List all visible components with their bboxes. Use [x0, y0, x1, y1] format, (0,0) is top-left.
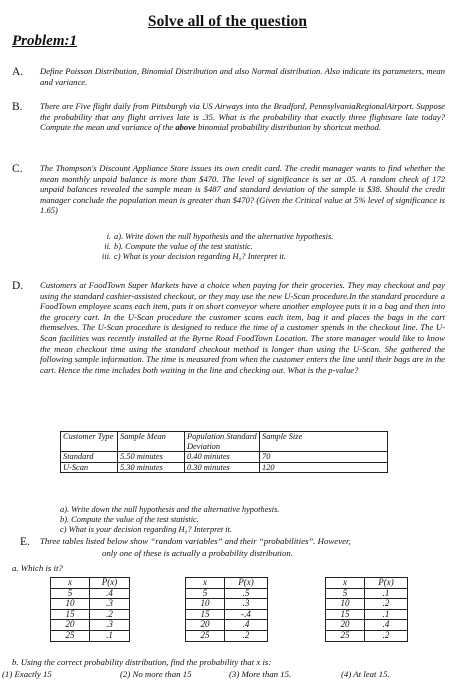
table-cell: .1 [90, 630, 130, 641]
table-cell: Standard [61, 452, 118, 463]
problem-heading: Problem:1 [12, 33, 77, 49]
table-row [51, 620, 130, 631]
section-d-list [60, 505, 279, 535]
table-header-row [326, 578, 408, 589]
list-item: b). Compute the value of the test statistic. [60, 515, 199, 524]
table-cell: .3 [90, 620, 130, 631]
table-cell: 15 [326, 609, 365, 620]
table-cell: .4 [90, 588, 130, 599]
table-header: x [186, 578, 225, 589]
prob-table-1 [50, 577, 130, 642]
table-cell: .2 [365, 599, 408, 610]
table-cell: .3 [90, 599, 130, 610]
section-e-sub-a: a. Which is it? [12, 563, 63, 573]
table-cell: 5.30 minutes [118, 462, 185, 473]
table-row [51, 609, 130, 620]
section-b-letter: B. [12, 101, 23, 113]
table-row [326, 630, 408, 641]
option-3: (3) More than 15. [229, 669, 292, 679]
page-title: Solve all of the question [147, 13, 308, 30]
table-header-row [186, 578, 268, 589]
table-row [326, 620, 408, 631]
table-header: Sample Size [260, 432, 388, 452]
table-row [186, 609, 268, 620]
option-1: (1) Exactly 15 [2, 669, 52, 679]
table-cell: 25 [326, 630, 365, 641]
table-cell: .4 [225, 620, 268, 631]
option-2: (2) No more than 15 [120, 669, 192, 679]
table-row [51, 599, 130, 610]
table-row [186, 588, 268, 599]
section-e-text-1: Three tables listed below show “random variables” and their “probabilities”. However, [40, 536, 351, 546]
table-cell: 70 [260, 452, 388, 463]
table-cell: -.4 [225, 609, 268, 620]
table-row [51, 588, 130, 599]
table-cell: 20 [326, 620, 365, 631]
table-cell: 10 [51, 599, 90, 610]
table-cell: 20 [51, 620, 90, 631]
list-item: ii. b). Compute the value of the test statistic. [104, 242, 253, 251]
table-header-row [61, 432, 388, 452]
table-cell: .1 [365, 609, 408, 620]
table-cell: 15 [51, 609, 90, 620]
table-row [61, 462, 388, 473]
section-a-letter: A. [12, 66, 24, 78]
table-cell: .2 [225, 630, 268, 641]
table-header-row [51, 578, 130, 589]
option-4: (4) At leat 15. [341, 669, 390, 679]
table-cell: .2 [90, 609, 130, 620]
table-row [326, 609, 408, 620]
table-header: Sample Mean [118, 432, 185, 452]
table-header: Population Standard Deviation [185, 432, 260, 452]
table-cell: 10 [186, 599, 225, 610]
table-cell: 5 [186, 588, 225, 599]
prob-table-3 [325, 577, 408, 642]
table-cell: .5 [225, 588, 268, 599]
section-d-letter: D. [12, 280, 24, 292]
table-row [61, 452, 388, 463]
table-cell: U-Scan [61, 462, 118, 473]
table-cell: 15 [186, 609, 225, 620]
table-cell: 0.30 minutes [185, 462, 260, 473]
table-row [326, 599, 408, 610]
section-c-letter: C. [12, 163, 23, 175]
table-cell: 5 [326, 588, 365, 599]
section-c-list [100, 232, 333, 262]
table-cell: .4 [365, 620, 408, 631]
section-a-text: Define Poisson Distribution, Binomial Distribution and also Normal distribution. Also indicate its parameters, mean and variance. [40, 66, 445, 87]
checkout-table [60, 431, 388, 473]
table-cell: 25 [51, 630, 90, 641]
table-row [326, 588, 408, 599]
section-e-sub-b: b. Using the correct probability distribution, find the probability that x is: [12, 657, 272, 667]
table-cell: 25 [186, 630, 225, 641]
table-cell: .1 [365, 588, 408, 599]
bold-word: above [175, 122, 196, 133]
table-cell: 120 [260, 462, 388, 473]
table-header: P(x) [225, 578, 268, 589]
table-header: P(x) [365, 578, 408, 589]
table-row [186, 599, 268, 610]
table-header: P(x) [90, 578, 130, 589]
table-row [186, 620, 268, 631]
section-e-letter: E. [20, 536, 30, 548]
table-cell: .2 [365, 630, 408, 641]
prob-table-2 [185, 577, 268, 642]
table-cell: 10 [326, 599, 365, 610]
table-row [186, 630, 268, 641]
section-d-text: Customers at FoodTown Super Markets have a choice when paying for their groceries. They may checkout and pay using the standard cashier-assisted checkout, or they may use the new U-Scan procedure.In the standard procedure a FoodTown employee scans each item, puts it on short conveyor where another employee puts it in a bag and then into the grocery cart. In the U-Scan procedure the customer scans each item, bag it and places the bags in the cart themselves. The U-Scan procedure is designed to reduce the time of a customer spends in the checkout line. The U-Scan facilities was recently installed at the Byrne Road FoodTown Location. The store manager would like to know the mean checkout time using the standard checkout method is longer than using the U-Scan. She gathered the following sample information. The time is measured from when the customer enters the line until their bags are in the cart. Hence the time includes both waiting in the line and checking out. What is the p-value? [40, 280, 445, 375]
table-header: Customer Type [61, 432, 118, 452]
table-header: x [51, 578, 90, 589]
table-row [51, 630, 130, 641]
table-cell: 20 [186, 620, 225, 631]
table-header: x [326, 578, 365, 589]
table-cell: 0.40 minutes [185, 452, 260, 463]
list-item: i. a). Write down the null hypothesis and the alternative hypothesis. [106, 232, 334, 241]
section-b-text: There are Five flight daily from Pittsburgh via US Airways into the Bradford, PennsylvaniaRegionalAirport. Suppose the probability that any flight arrives late is .35. What is the probability that exactly three flightsare late today? Compute the mean and variance of the above binomial probability distribution by shortcut method. [40, 101, 445, 133]
list-item: c) What is your decision regarding H₀? Interpret it. [60, 525, 233, 534]
table-cell: 5 [51, 588, 90, 599]
list-item: a). Write down the null hypothesis and the alternative hypothesis. [60, 505, 280, 514]
section-c-text: The Thompson's Discount Appliance Store issues its own credit card. The credit manager wants to find whether the mean monthly unpaid balance is more than $470. The level of significance is set at .05. A random check of 172 unpaid balances revealed the sample mean is $487 and standard deviation of the sample is $38. Should the credit manager conclude the population mean is greater than $470? (Given the Critical value at 5% level of significance is 1.65) [40, 163, 445, 216]
section-e-text-2: only one of these is actually a probability distribution. [102, 548, 293, 558]
list-item: iii. c) What is your decision regarding H₀? Interpret it. [101, 252, 287, 261]
table-cell: .3 [225, 599, 268, 610]
table-cell: 5.50 minutes [118, 452, 185, 463]
